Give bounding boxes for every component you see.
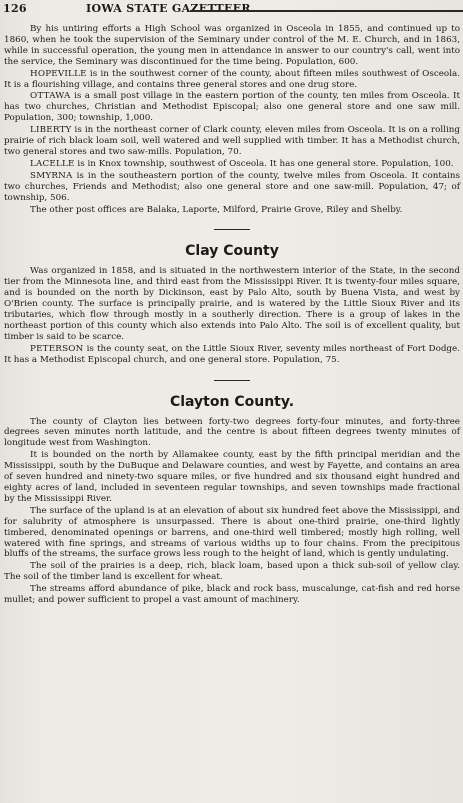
paragraph-text: is in the southeastern portion of the county, twelve miles from Osceola. It contains two churches, Friends and Methodist; also one general store and one saw-mill. Population, 47; of township, 506. [4, 170, 460, 203]
place-name: LIBERTY [30, 125, 72, 136]
osceola-paragraph: By his untiring efforts a High School was organized in Osceola in 1855, and continued up to 1860, when he took the supervision of the Seminary under control of the M. E. Church, and in 1863, while in successful operation, the young men in attendance in answer to our country's call, went into the service, the Seminary was discontinued for the time being. Population, 600. [4, 24, 460, 67]
section-divider [214, 229, 250, 230]
clayton-location-paragraph: The county of Clayton lies between forty-two degrees forty-four minutes, and forty-three degrees seven minutes north latitude, and the centre is about fifteen degrees twenty minutes of longitude west from Washington. [4, 416, 460, 449]
clay-county-heading: Clay County [185, 243, 279, 260]
header-rule [190, 10, 463, 12]
page-number: 126 [3, 2, 27, 15]
paragraph-text: is in the southwest corner of the county, about fifteen miles southwest of Osceola. It is a flourishing village, and contains three general stores and one drug store. [4, 68, 460, 90]
paragraph-text: is in Knox township, southwest of Osceola. It has one general store. Population, 100. [74, 158, 454, 169]
smyrna-paragraph [4, 171, 460, 204]
clayton-streams-paragraph: The streams afford abundance of pike, black and rock bass, muscalunge, cat-fish and red horse mullet; and power sufficient to propel a vast amount of machinery. [4, 584, 460, 606]
liberty-paragraph [4, 125, 460, 158]
hopeville-paragraph [4, 69, 460, 91]
paragraph-text: is a small post village in the eastern portion of the county, ten miles from Osceola. It has two churches, Christian and Methodist Episcopal; also one general store and one saw mill. Population, 300; township, 1,000. [4, 91, 460, 124]
peterson-paragraph [4, 344, 460, 366]
clayton-boundary-paragraph: It is bounded on the north by Allamakee county, east by the fifth principal meridian and the Mississippi, south by the DuBuque and Delaware counties, and west by Fayette, and contains an area of seven hundred and ninety-two square miles, or five hundred and six thousand eight hundred and eighty acres of land, included in seventeen regular townships, and seven townships made fractional by the Mississippi River. [4, 450, 460, 504]
running-title: IOWA STATE GAZETTEER. [86, 2, 255, 15]
place-name: HOPEVILLE [30, 68, 87, 79]
page-header [0, 2, 463, 16]
lacelle-paragraph [4, 159, 460, 170]
place-name: PETERSON [30, 343, 84, 354]
clayton-county-heading: Clayton County. [169, 393, 295, 410]
place-name: OTTAWA [30, 91, 71, 102]
clay-county-paragraph: Was organized in 1858, and is situated in the northwestern interior of the State, in the second tier from the Minnesota line, and third east from the Mississippi River. It is twenty-four miles square, and is bounded on the north by Dickinson, east by Palo Alto, south by Buena Vista, and west by O'Brien county. The surface is principally prairie, and is watered by the Little Sioux River and its tributaries, which flow through mostly in a southerly direction. There is a group of lakes in the northeast portion of this county which also extends into Palo Alto. The soil is of excellent quality, but timber is said to be scarce. [4, 266, 460, 342]
section-divider [214, 380, 250, 381]
clayton-soil-paragraph: The soil of the prairies is a deep, rich, black loam, based upon a thick sub-soil of yellow clay. The soil of the timber land is excellent for wheat. [4, 561, 460, 583]
place-name: LACELLE [30, 158, 75, 169]
post-offices-paragraph: The other post offices are Balaka, Laporte, Milford, Prairie Grove, Riley and Shelby. [30, 204, 403, 215]
clayton-surface-paragraph: The surface of the upland is at an elevation of about six hundred feet above the Mississippi, and for salubrity of atmosphere is unsurpassed. There is about one-third prairie, one-third lightly timbered, denominated openings or barrens, and one-third well timbered; mostly high rolling, well watered with fine springs, and streams of various widths up to four chains. From the precipitous bluffs of the streams, the surface grows less rough to the height of land, which is gently undulating. [4, 505, 460, 560]
ottawa-paragraph [4, 91, 460, 124]
paragraph-text: is the county seat, on the Little Sioux River, seventy miles northeast of Fort Dodge. It has a Methodist Episcopal church, and one general store. Population, 75. [4, 343, 460, 365]
paragraph-text: is in the northeast corner of Clark county, eleven miles from Osceola. It is on a rolling prairie of rich black loam soil, well watered and well supplied with timber. It has a Methodist church, two general stores and two saw-mills. Population, 70. [4, 125, 460, 157]
place-name: SMYRNA [30, 170, 73, 181]
page-body [4, 24, 460, 607]
